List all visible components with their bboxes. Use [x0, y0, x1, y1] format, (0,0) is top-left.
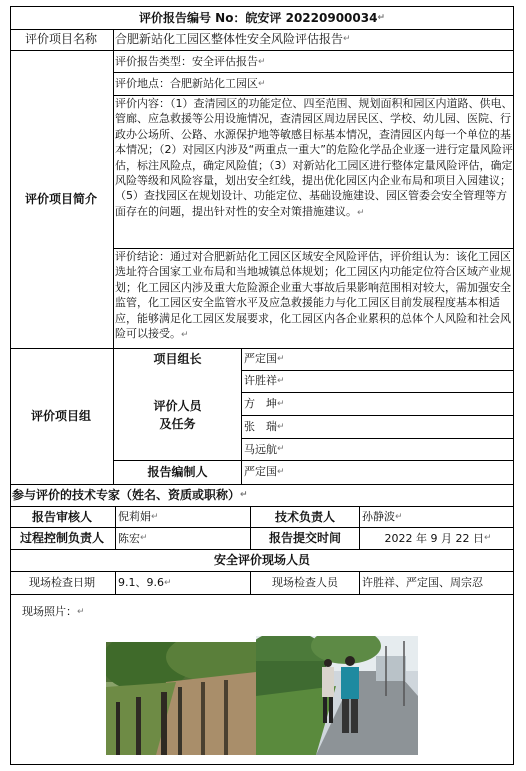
site-section-title: 安全评价现场人员	[213, 553, 310, 568]
grid-line	[10, 50, 514, 51]
reviewer-label: 报告审核人	[31, 509, 92, 524]
inspectors-value: 许胜祥、严定国、周宗忍	[362, 576, 483, 590]
evaluation-conclusion: 评价结论：通过对合肥新站化工园区区域安全风险评估，评价组认为：该化工园区选址符合国家工业布局和当地城镇总体规划；化工园区内功能定位符合区域产业规划；化工园区内涉及重大危险源企业重大事故后果影响范围相对较大，需加强安全监管，化工园区安全监管水平及应急救援能力与化工园区目前发展程度基本相适应，能够满足化工园区发展要求，化工园区内各企业累积的总体个人风险和社会风险可以接受。↵	[115, 250, 511, 341]
inspection-date-label: 现场检查日期	[29, 576, 95, 590]
grid-line	[115, 506, 116, 550]
paragraph-mark-icon: ↵	[277, 466, 285, 477]
site-photo-trees	[106, 642, 256, 755]
leader-name: 严定国 ↵	[244, 352, 285, 366]
paragraph-mark-icon: ↵	[164, 577, 172, 588]
member-name: 许胜祥 ↵	[244, 374, 285, 388]
grid-line	[10, 29, 514, 30]
grid-line	[10, 764, 514, 765]
process-lead-label: 过程控制负责人	[19, 531, 104, 546]
grid-line	[113, 95, 514, 96]
grid-line	[113, 248, 514, 249]
reviewer-name: 倪莉娟 ↵	[118, 510, 159, 524]
inspection-date-value: 9.1、9.6 ↵	[118, 576, 172, 590]
grid-line	[10, 549, 514, 550]
paragraph-mark-icon: ↵	[277, 444, 285, 455]
paragraph-mark-icon: ↵	[277, 421, 285, 432]
paragraph-mark-icon: ↵	[181, 330, 189, 341]
paragraph-mark-icon: ↵	[258, 56, 266, 67]
paragraph-mark-icon: ↵	[151, 511, 159, 522]
process-lead-name: 陈宏 ↵	[118, 531, 148, 545]
submit-date-value: 2022 年 9 月 22 日 ↵	[384, 531, 492, 545]
grid-line	[250, 506, 251, 550]
grid-line	[10, 571, 514, 572]
grid-line	[10, 594, 514, 595]
member-name: 张 瑞 ↵	[244, 420, 285, 434]
leader-label: 项目组长	[153, 351, 202, 366]
report-number: 评价报告编号 No：皖安评 20220900034 ↵	[138, 10, 386, 25]
team-label: 评价项目组	[30, 408, 91, 423]
grid-line	[359, 571, 360, 595]
grid-line	[241, 370, 514, 371]
photos-label: 现场照片： ↵	[22, 605, 85, 619]
grid-line	[10, 506, 514, 507]
tech-lead-label: 技术负责人	[274, 509, 335, 524]
site-photo-walkway	[256, 636, 418, 755]
grid-line	[241, 415, 514, 416]
members-label: 评价人员 及任务	[153, 399, 202, 431]
paragraph-mark-icon: ↵	[377, 12, 386, 23]
grid-line	[241, 392, 514, 393]
tech-lead-name: 孙静波 ↵	[362, 510, 403, 524]
grid-line	[241, 348, 242, 485]
paragraph-mark-icon: ↵	[277, 353, 285, 364]
grid-line	[359, 506, 360, 550]
intro-label: 评价项目简介	[24, 191, 97, 206]
author-name: 严定国 ↵	[244, 465, 285, 479]
grid-line	[113, 460, 514, 461]
grid-line	[10, 484, 514, 485]
grid-line	[513, 6, 514, 765]
grid-line	[113, 29, 114, 485]
paragraph-mark-icon: ↵	[395, 511, 403, 522]
paragraph-mark-icon: ↵	[483, 533, 492, 544]
paragraph-mark-icon: ↵	[77, 606, 85, 617]
experts-label: 参与评价的技术专家（姓名、资质或职称） ↵	[12, 488, 248, 503]
paragraph-mark-icon: ↵	[140, 533, 148, 544]
project-name-label: 评价项目名称	[24, 32, 97, 47]
paragraph-mark-icon: ↵	[277, 375, 285, 386]
grid-line	[10, 6, 514, 7]
project-name-value: 合肥新站化工园区整体性安全风险评估报告 ↵	[115, 32, 351, 47]
grid-line	[241, 438, 514, 439]
inspectors-label: 现场检查人员	[272, 576, 338, 590]
paragraph-mark-icon: ↵	[240, 490, 248, 501]
grid-line	[10, 527, 514, 528]
grid-line	[10, 348, 514, 349]
paragraph-mark-icon: ↵	[277, 398, 285, 409]
grid-line	[115, 571, 116, 595]
paragraph-mark-icon: ↵	[357, 207, 365, 218]
submit-date-label: 报告提交时间	[268, 531, 341, 546]
grid-line	[250, 571, 251, 595]
paragraph-mark-icon: ↵	[258, 78, 266, 89]
member-name: 马远航 ↵	[244, 442, 285, 456]
grid-line	[113, 72, 514, 73]
report-type: 评价报告类型：安全评估报告 ↵	[115, 55, 266, 69]
member-name: 方 坤 ↵	[244, 397, 285, 411]
author-label: 报告编制人	[147, 464, 208, 479]
evaluation-location: 评价地点：合肥新站化工园区 ↵	[115, 77, 266, 91]
evaluation-content: 评价内容：（1）查清园区的功能定位、四至范围、规划面积和园区内道路、供电、管廊、应急救援等公用设施情况，查清园区周边居民区、学校、幼儿园、医院、行政办公场所、公路、水源保护地等敏感目标基本情况，查清园区内每一个单位的基本情况；（2）对园区内涉及“两重点一重大”的危险化学品企业逐一进行定量风险评估，标注风险点，确定风险值；（3）对新站化工园区进行整体定量风险评估，确定风险等级和风险容量，划出安全红线，提出优化园区内企业布局和项目入园建议；（5）查找园区在规划设计、功能定位、基础设施建设、园区管委会安全管理等方面存在的问题，提出针对性的安全对策措施建议。↵	[115, 97, 513, 218]
paragraph-mark-icon: ↵	[343, 34, 351, 45]
grid-line	[10, 6, 11, 765]
